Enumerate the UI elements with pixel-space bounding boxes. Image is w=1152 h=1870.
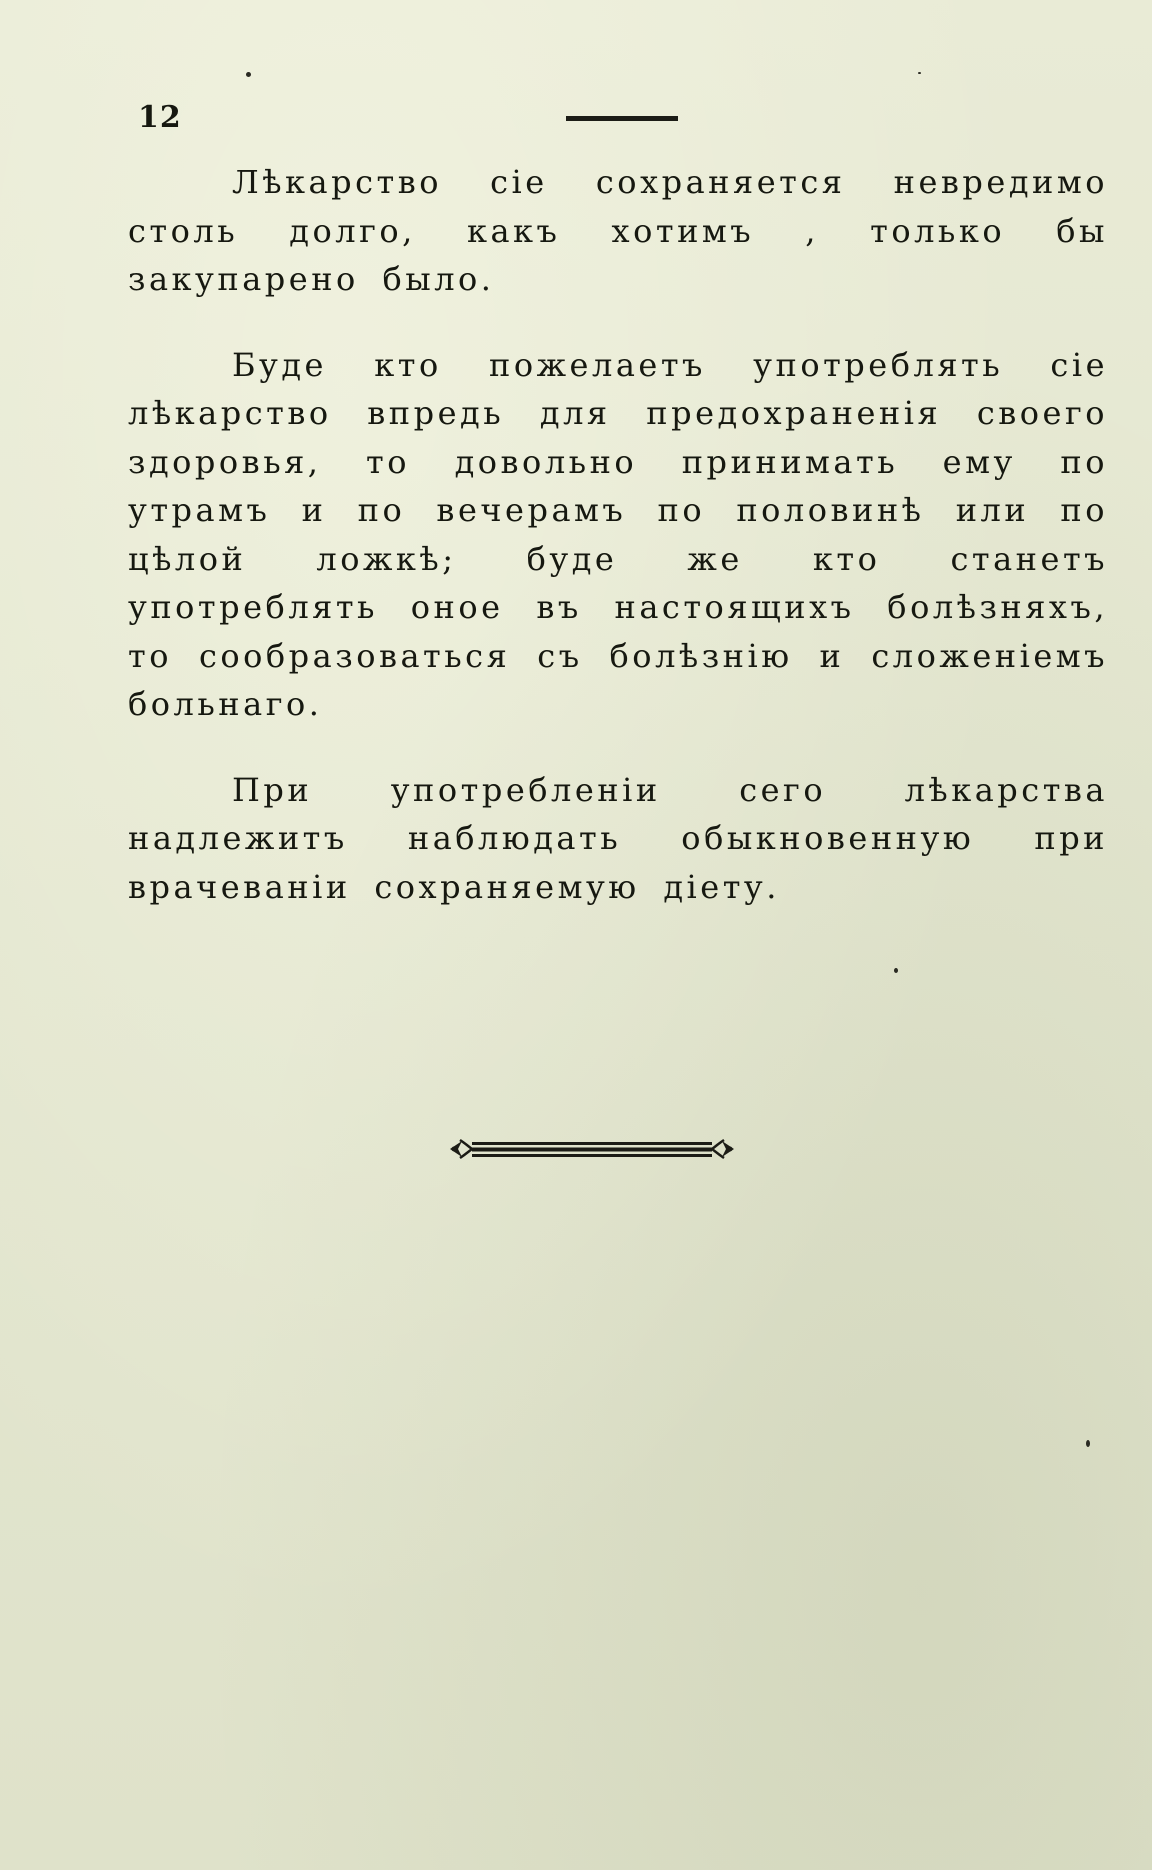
- header-rule: [566, 116, 678, 121]
- ink-speck: [1086, 1440, 1090, 1447]
- body-text: [128, 158, 1108, 948]
- paragraph: Буде кто пожелаетъ употреблять сіе лѣкарство впредь для предохраненія своего здоровья, то довольно принимать ему по утрамъ и по вечерамъ по половинѣ или по цѣлой ложкѣ; буде же кто станетъ употреблять оное въ настоящихъ болѣзняхъ, то сообразоваться съ болѣзнію и сложеніемъ больнаго.: [128, 345, 1108, 723]
- paragraph: Лѣкарство сіе сохраняется невредимо столь долго, какъ хотимъ , только бы закупарено было.: [128, 163, 1108, 298]
- paragraph: При употребленіи сего лѣкарства надлежитъ наблюдать обыкновенную при врачеваніи сохраняемую діету.: [128, 770, 1108, 906]
- ornamental-divider: [446, 1128, 738, 1170]
- ink-speck: [894, 968, 898, 973]
- page-number: 12: [138, 100, 182, 135]
- ink-speck: [918, 72, 921, 74]
- ink-speck: [246, 72, 251, 77]
